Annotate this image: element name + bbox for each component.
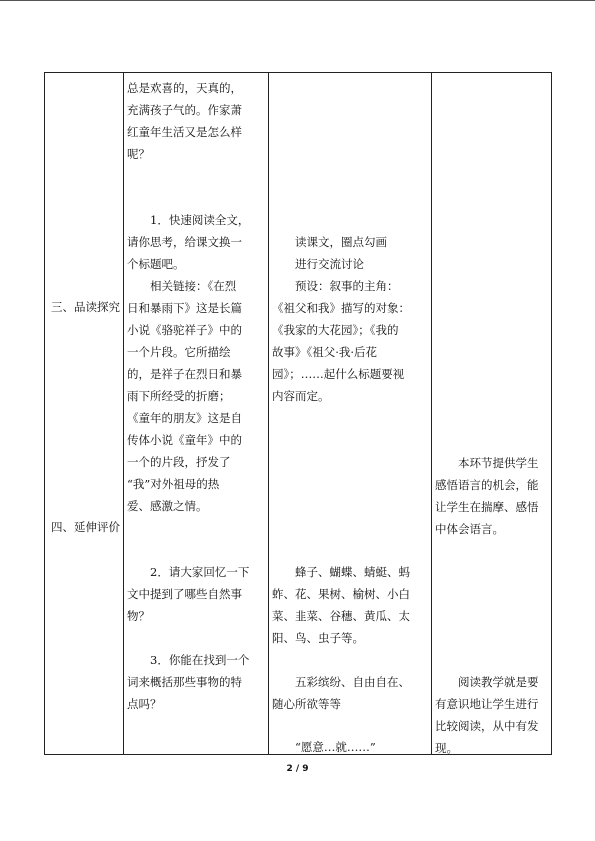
text-line: 3．你能在找到一个 xyxy=(127,653,250,667)
question-3 xyxy=(127,649,265,715)
text-line: 文中提到了哪些自然事 xyxy=(127,587,242,601)
text-line: 《祖父和我》描写的对象： xyxy=(272,301,410,315)
text-line: 比较阅读，从中有发 xyxy=(435,719,539,733)
text-line: 蚱、花、果树、榆树、小白 xyxy=(272,587,410,601)
text-line: 故事》《祖父·我·后花 xyxy=(272,345,378,359)
student-answer-2 xyxy=(272,561,428,649)
student-answer-4 xyxy=(272,736,428,758)
stage-label-s3: 三、品读探究 xyxy=(51,300,120,314)
text-line: 五彩缤纷、自由自在、 xyxy=(272,675,410,689)
text-line: 预设：叙事的主角： xyxy=(272,279,399,293)
text-line: 爱、感激之情。 xyxy=(127,499,208,513)
student-answer-3 xyxy=(272,671,428,715)
text-line: 内容而定。 xyxy=(272,389,330,403)
text-line: 充满孩子气的。作家萧 xyxy=(127,103,242,117)
text-line: 菜、韭菜、谷穗、黄瓜、太 xyxy=(272,609,410,623)
text-line: 《童年的朋友》这是自 xyxy=(127,411,242,425)
text-line: 阳、鸟、虫子等。 xyxy=(272,631,364,645)
question-1 xyxy=(127,209,265,275)
text-line: 读课文，圈点勾画 xyxy=(272,235,387,249)
text-line: 小说《骆驼祥子》中的 xyxy=(127,323,242,337)
text-line: “我”对外祖母的热 xyxy=(127,477,220,491)
text-line: 呢？ xyxy=(127,147,150,161)
stage-label-s4: 四、延伸评价 xyxy=(51,520,120,534)
text-line: 点吗？ xyxy=(127,697,162,711)
text-line: 阅读教学就是要 xyxy=(435,675,539,689)
text-line: 词来概括那些事物的特 xyxy=(127,675,242,689)
text-line: 现。 xyxy=(435,741,458,755)
text-line: 1．快速阅读全文， xyxy=(127,213,250,227)
text-line: 个标题吧。 xyxy=(127,257,185,271)
text-line: 一个的片段，抒发了 xyxy=(127,455,231,469)
text-line: 园》；……起什么标题要视 xyxy=(272,367,405,381)
header-rule xyxy=(0,0,595,1)
text-line: 请你思考，给课文换一 xyxy=(127,235,242,249)
related-link xyxy=(127,275,265,517)
text-line: 《我家的大花园》；《我的 xyxy=(272,323,399,337)
column-divider-2 xyxy=(268,73,269,754)
design-intent-2 xyxy=(435,671,549,759)
text-line: 相关链接：《在烈 xyxy=(127,279,237,293)
text-line: 物？ xyxy=(127,609,150,623)
design-intent-1 xyxy=(435,452,549,540)
text-line: 让学生在揣摩、感悟 xyxy=(435,500,539,514)
text-line: 本环节提供学生 xyxy=(435,456,539,470)
student-answer-1 xyxy=(272,231,428,407)
text-line: “愿意…就……” xyxy=(272,740,376,754)
text-line: 一个片段。它所描绘 xyxy=(127,345,231,359)
question-2 xyxy=(127,561,265,627)
text-line: 感悟语言的机会，能 xyxy=(435,478,539,492)
text-line: 雨下所经受的折磨； xyxy=(127,389,231,403)
text-line: 的，是祥子在烈日和暴 xyxy=(127,367,242,381)
text-line: 蜂子、蝴蝶、蜻蜓、蚂 xyxy=(272,565,410,579)
teacher-intro xyxy=(127,77,265,165)
column-divider-1 xyxy=(123,73,124,754)
text-line: 红童年生活又是怎么样 xyxy=(127,125,242,139)
text-line: 有意识地让学生进行 xyxy=(435,697,539,711)
text-line: 随心所欲等等 xyxy=(272,697,341,711)
text-line: 中体会语言。 xyxy=(435,522,504,536)
text-line: 传体小说《童年》中的 xyxy=(127,433,242,447)
page-number: 2 / 9 xyxy=(286,764,309,774)
text-line: 2．请大家回忆一下 xyxy=(127,565,250,579)
text-line: 日和暴雨下》这是长篇 xyxy=(127,301,242,315)
text-line: 进行交流讨论 xyxy=(272,257,364,271)
teacher-activity-column xyxy=(127,77,265,715)
column-divider-3 xyxy=(431,73,432,754)
text-line: 总是欢喜的，天真的， xyxy=(127,81,242,95)
lesson-table xyxy=(44,72,552,755)
